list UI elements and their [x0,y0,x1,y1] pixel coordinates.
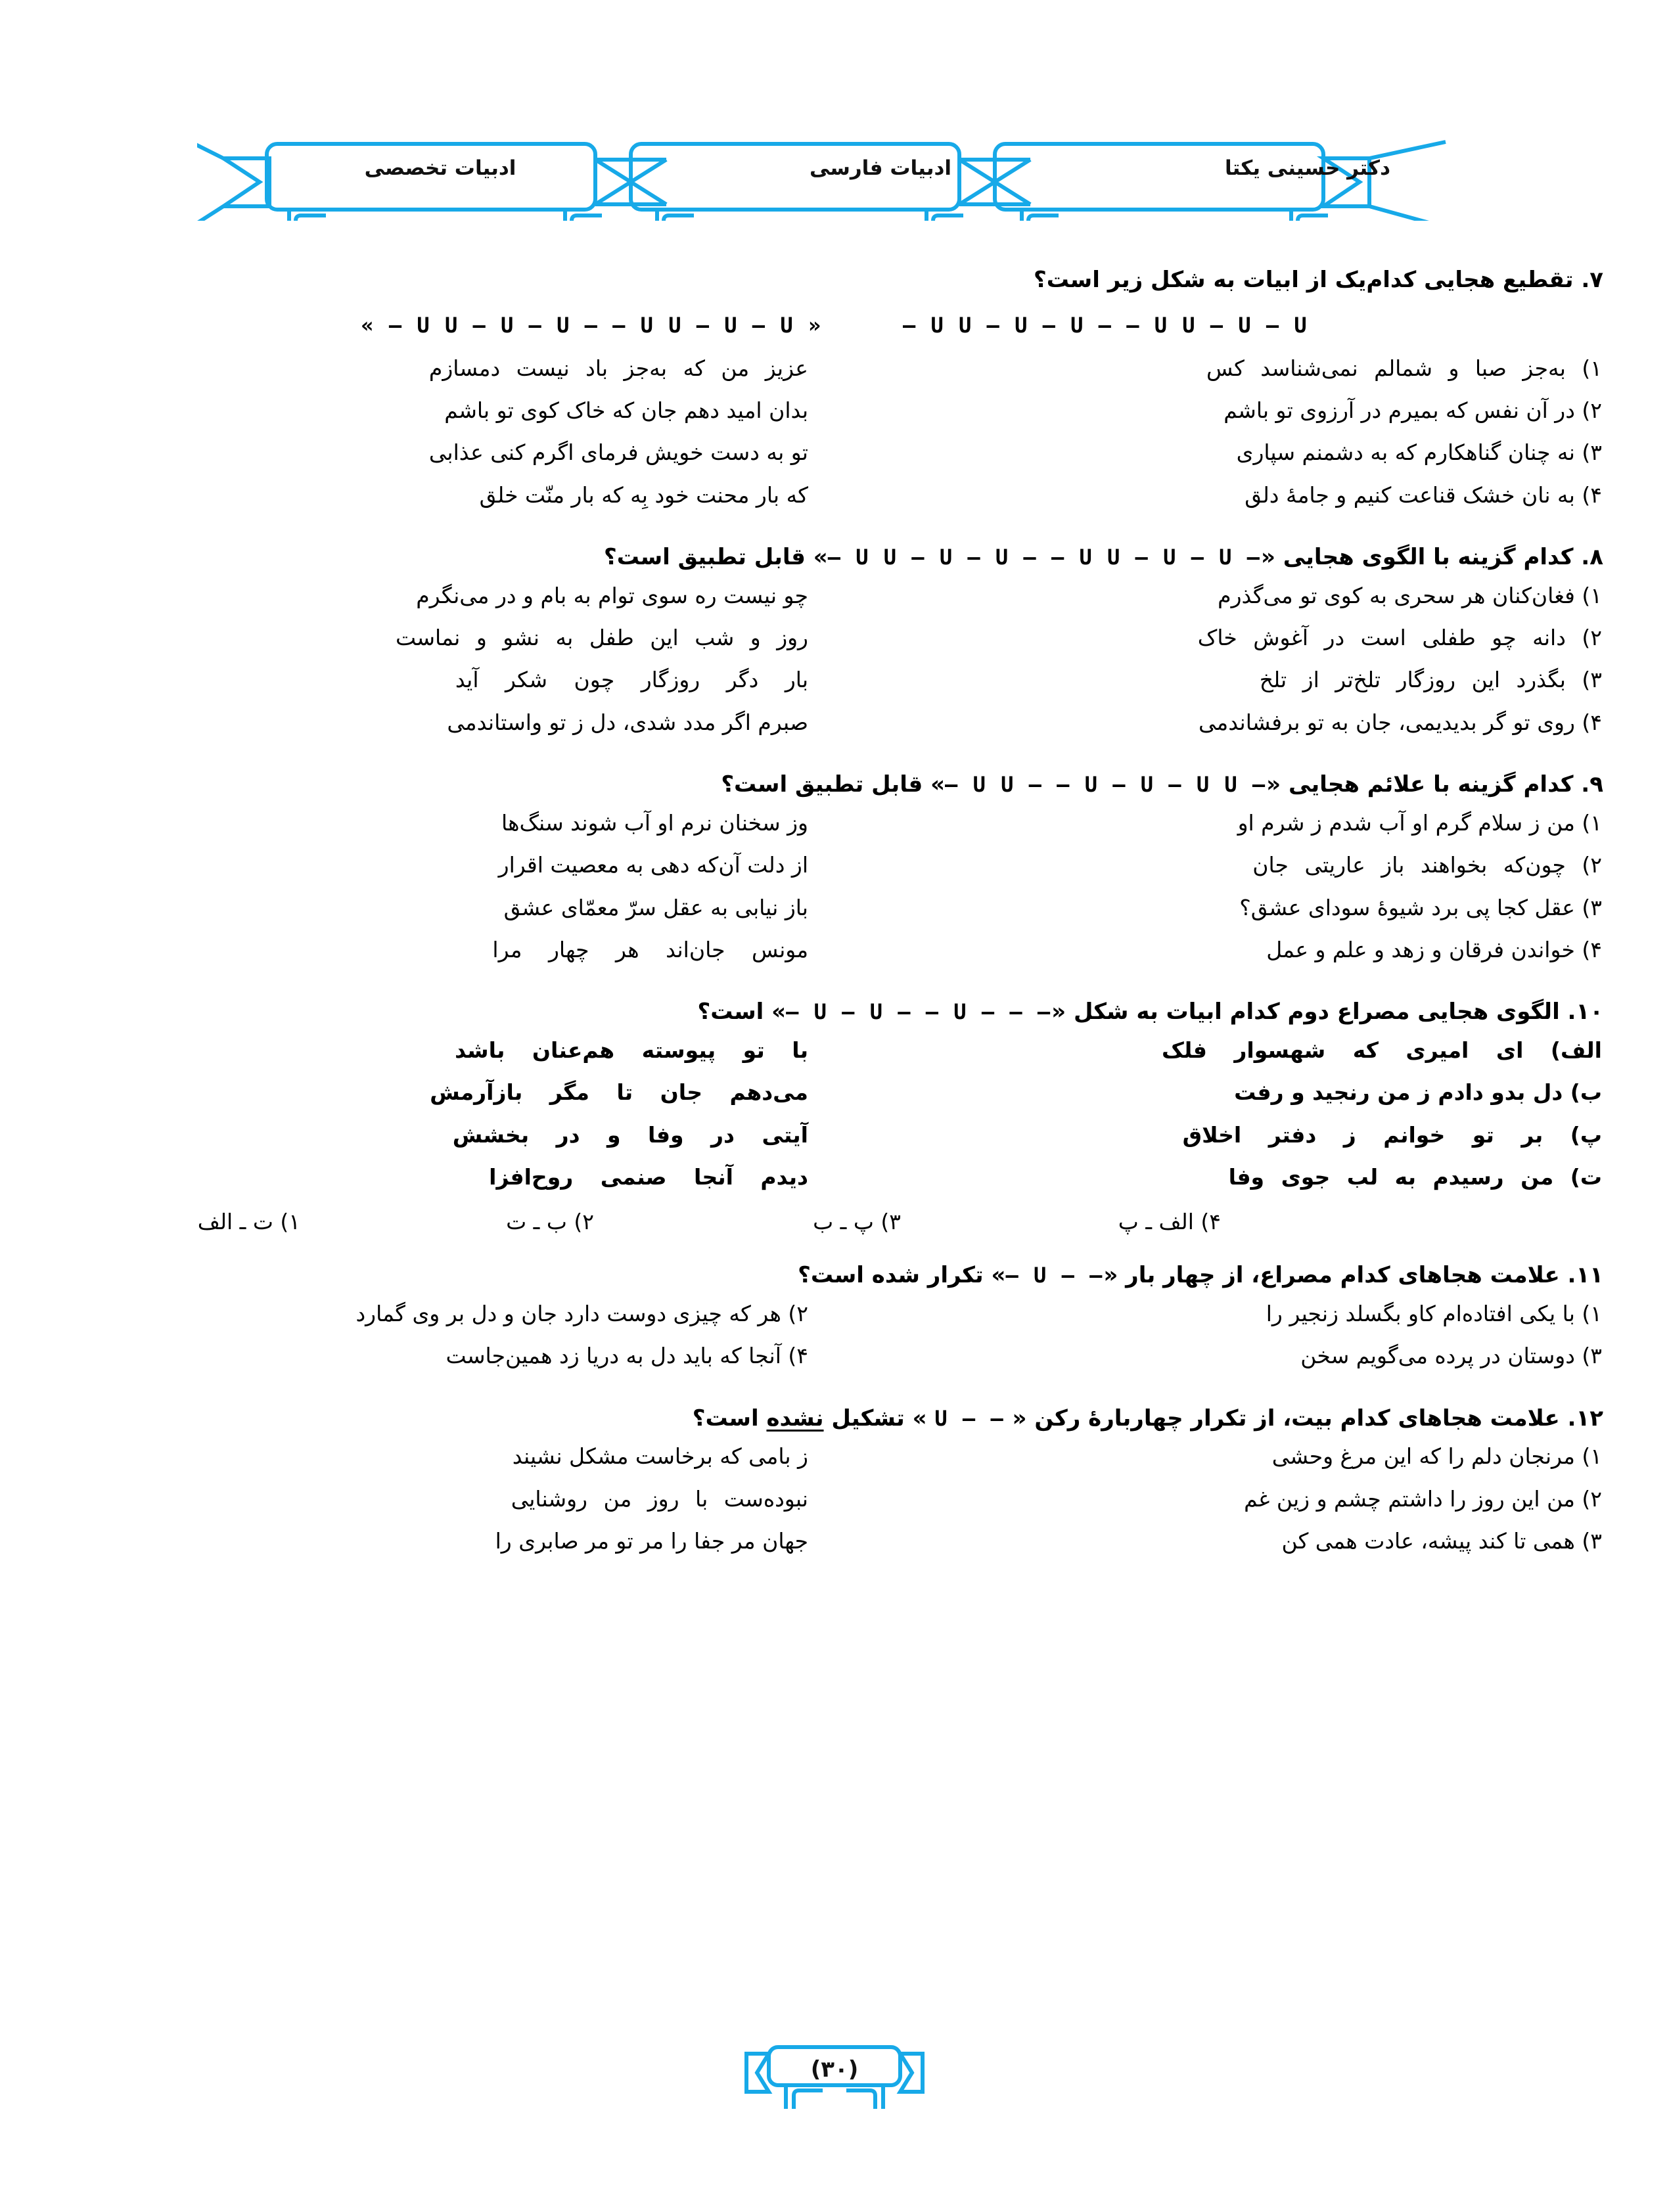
option-hemistich-right: ۱) مرنجان دلم را که این مرغ وحشی [1271,1443,1602,1470]
answer-choice-4[interactable]: ۴) الف ـ پ [1118,1209,1221,1235]
question-12-option-3[interactable] [53,1520,1616,1562]
question-8-title-before: ۸. کدام گزینه با الگوی هجایی « [1260,544,1603,571]
answer-choice-3[interactable]: ۳) پ ـ ب [813,1209,901,1235]
question-block-10 [53,995,1616,1234]
question-9-title-before: ۹. کدام گزینه با علائم هجایی « [1266,771,1603,798]
option-hemistich-left: از دلت آن‌که دهی به معصیت اقرار [498,852,808,878]
option-hemistich-left: که بار محنت خود بِه که بار منّت خلق [479,482,808,508]
option-3: ۳) دوستان در پرده می‌گویم سخن [1300,1343,1602,1369]
question-9-title [53,767,1616,802]
question-12-title-after: » تشکیل [823,1405,935,1432]
option-1: ۱) با یکی افتاده‌ام کاو بگسلد زنجیر را [1266,1300,1602,1326]
question-8-option-2[interactable] [53,617,1616,659]
question-11-meter: – U – – [1005,1263,1104,1288]
question-8-title-after: » قابل تطبیق است؟ [603,544,828,571]
option-hemistich-left: نبوده‌ست با روز من روشنایی [511,1485,808,1512]
option-hemistich-right: ۲) در آن نفس که بمیرم در آرزوی تو باشم [1223,397,1602,424]
question-11-title-after: » تکرار شده است؟ [798,1262,1006,1289]
option-hemistich-right: ت) من رسیدم به لب جوی وفا [1228,1163,1602,1190]
option-hemistich-right: الف) ای امیری که شهسوار فلک [1162,1037,1602,1063]
question-11-title-before: ۱۱. علامت هجاهای کدام مصراع، از چهار بار « [1103,1262,1603,1289]
question-12-title-end: است؟ [692,1405,767,1432]
page-number: (۳۰) [810,2056,859,2083]
question-7-option-2[interactable] [53,390,1616,432]
answer-choice-2[interactable]: ۲) ب ـ ت [506,1209,594,1235]
question-block-9 [53,767,1616,971]
question-8-option-1[interactable] [53,575,1616,617]
question-11-options-row-1[interactable] [53,1293,1616,1335]
question-12-title [53,1401,1616,1436]
option-hemistich-left: بار دگر روزگار چون شکر آید [455,667,808,693]
question-8-option-4[interactable] [53,702,1616,744]
option-hemistich-left: باز نیابی به عقل سرّ معمّای عشق [503,894,808,920]
question-10-title-after: » است؟ [697,999,787,1026]
option-hemistich-right: ب) دل بدو دادم ز من رنجید و رفت [1234,1079,1602,1106]
question-9-option-3[interactable] [53,887,1616,929]
question-9-option-2[interactable] [53,844,1616,886]
questions-container [53,263,1616,1566]
question-7-title: ۷. تقطیع هجایی کدام‌یک از ابیات به شکل زیر است؟ [1034,267,1603,293]
question-12-title-emphasis: نشده [766,1405,824,1432]
option-hemistich-left: تو به دست خویش فرمای اگرم کنی عذابی [428,440,808,466]
page-footer [0,2043,1669,2122]
option-hemistich-left: دیدم آنجا صنمی روح‌افزا [489,1163,808,1190]
option-hemistich-right: ۳) بگذرد این روزگار تلخ‌تر از تلخ [1259,667,1602,693]
page-header [197,129,1485,221]
question-7-meter-left: « – U U – U – U – – U U – U – U » [361,312,823,338]
answer-choice-1[interactable]: ۱) ت ـ الف [197,1209,300,1235]
question-8-meter: – U U – U – U – – U U – U – U – [827,545,1261,570]
option-hemistich-left: با تو پیوسته هم‌عنان باشد [455,1037,808,1063]
question-12-meter: U – – [934,1405,1005,1431]
option-hemistich-left: بدان امید دهم جان که خاک کوی تو باشم [444,397,808,424]
question-11-options-row-2[interactable] [53,1335,1616,1377]
option-4: ۴) آنجا که باید دل به دریا زد همین‌جاست [446,1343,808,1369]
option-hemistich-right: ۴) خواندن فرقان و زهد و علم و عمل [1266,936,1602,962]
header-label-course: ادبیات تخصصی [364,156,516,180]
option-hemistich-right: ۱) به‌جز صبا و شمالم نمی‌شناسد کس [1206,355,1602,381]
question-10-option-be[interactable] [53,1072,1616,1114]
question-10-answer-row [53,1209,1616,1234]
question-10-title [53,995,1616,1029]
option-hemistich-left: ز بامی که برخاست مشکل نشیند [512,1443,808,1470]
question-block-12 [53,1401,1616,1563]
option-hemistich-left: عزیز من که به‌جز باد نیست دمسازم [428,355,808,381]
option-hemistich-left: روز و شب این طفل به نشو و نماست [396,625,808,651]
question-7-option-3[interactable] [53,432,1616,474]
option-hemistich-left: وز سخنان نرم او آب شوند سنگ‌ها [501,809,808,836]
question-block-7 [53,263,1616,516]
question-10-title-before: ۱۰. الگوی هجایی مصراع دوم کدام ابیات به شکل « [1051,999,1603,1026]
question-9-option-1[interactable] [53,802,1616,844]
question-8-title [53,540,1616,575]
header-label-author: دکتر حسینی یکتا [1225,156,1390,180]
question-12-option-2[interactable] [53,1478,1616,1520]
question-7-meter-right: – U U – U – U – – U U – U – U [902,312,1308,338]
option-hemistich-left: صبرم اگر مدد شدی، دل ز تو واستاندمی [447,709,808,735]
option-hemistich-right: ۱) من ز سلام گرم او آب شدم ز شرم او [1237,809,1602,836]
question-10-option-te[interactable] [53,1156,1616,1198]
option-hemistich-left: چو نیست ره سوی توام به بام و در می‌نگرم [416,582,808,608]
question-10-option-alef[interactable] [53,1029,1616,1072]
question-11-title [53,1258,1616,1293]
question-8-option-3[interactable] [53,659,1616,701]
question-10-meter: – U – U – – U – – – [786,999,1052,1025]
header-label-subject: ادبیات فارسی [809,156,952,180]
option-hemistich-left: جهان مر جفا را مر تو مر صابری را [495,1528,808,1554]
option-hemistich-right: ۲) چون‌که بخواهند باز عاریتی جان [1252,852,1602,878]
option-2: ۲) هر که چیزی دوست دارد جان و دل بر وی گمارد [355,1300,808,1326]
option-hemistich-right: ۱) فغان‌کنان هر سحری به کوی تو می‌گذرم [1218,582,1602,608]
option-hemistich-left: آیتی در وفا و در بخشش [452,1121,808,1148]
option-hemistich-right: ۲) من این روز را داشتم چشم و زین غم [1244,1485,1602,1512]
question-10-option-pe[interactable] [53,1114,1616,1156]
question-7-option-1[interactable] [53,348,1616,390]
question-9-meter: – U U – – U – U – U U – [945,772,1267,798]
question-7-option-4[interactable] [53,474,1616,516]
option-hemistich-right: ۳) نه چنان گناهکارم که به دشمنم سپاری [1236,440,1602,466]
option-hemistich-right: ۳) همی تا کند پیشه، عادت همی کن [1281,1528,1602,1554]
option-hemistich-right: ۳) عقل کجا پی برد شیوهٔ سودای عشق؟ [1239,894,1602,920]
option-hemistich-left: مونس جان‌اند هر چهار مرا [492,936,808,962]
question-9-option-4[interactable] [53,929,1616,971]
option-hemistich-right: پ) بر تو خوانم ز دفتر اخلاق [1182,1121,1602,1148]
question-block-8 [53,540,1616,744]
option-hemistich-right: ۲) دانه چو طفلی است در آغوش خاک [1197,625,1602,651]
question-7-meter-row [53,312,1616,338]
option-hemistich-right: ۴) روی تو گر بدیدیمی، جان به تو برفشاندمی [1199,709,1602,735]
question-12-option-1[interactable] [53,1435,1616,1478]
question-block-11 [53,1258,1616,1377]
question-12-title-before: ۱۲. علامت هجاهای کدام بیت، از تکرار چهاربارهٔ رکن « [1004,1405,1603,1432]
option-hemistich-right: ۴) به نان خشک قناعت کنیم و جامهٔ دلق [1245,482,1602,508]
option-hemistich-left: می‌دهم جان تا مگر بازآرمش [430,1079,808,1106]
question-9-title-after: » قابل تطبیق است؟ [721,771,946,798]
